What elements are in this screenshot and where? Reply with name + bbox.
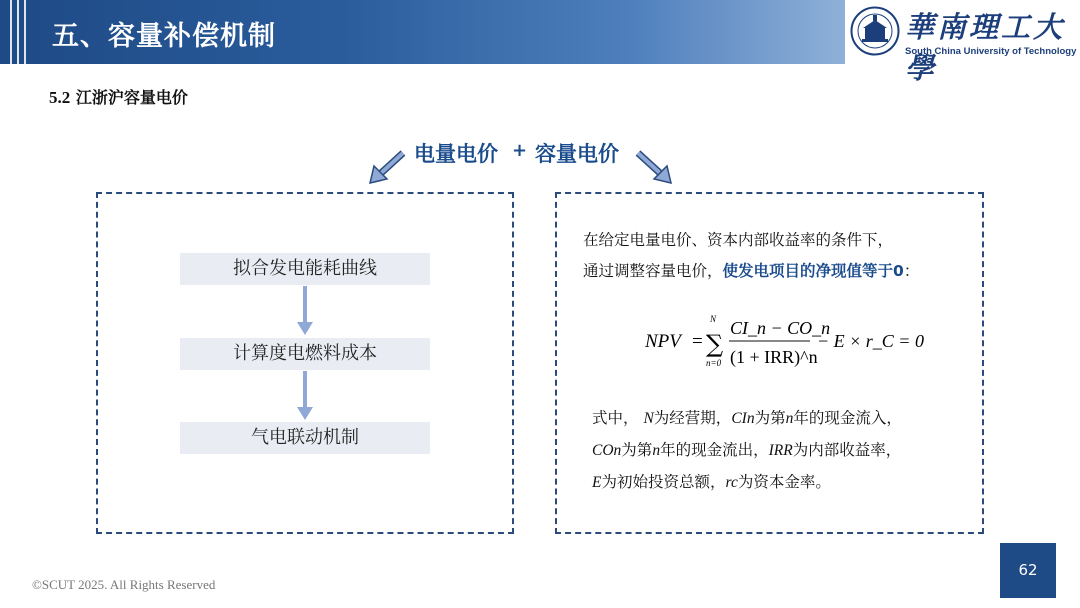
note-text: 年的现金流出， <box>660 441 769 459</box>
headline-energy-price: 电量电价 <box>414 142 498 166</box>
university-seal-icon <box>850 6 900 56</box>
arrow-down-icon <box>293 286 317 336</box>
note-variable: rc <box>725 474 738 491</box>
formula-sum-lower: n=0 <box>706 358 722 368</box>
university-logo <box>845 0 1080 85</box>
summation-icon: ∑ <box>706 330 724 358</box>
formula-sum-upper: N <box>710 314 717 324</box>
page-number: 62 <box>1000 543 1056 598</box>
description-line-2-end: ： <box>903 262 920 280</box>
description-line-2 <box>583 259 919 281</box>
note-text: 为初始投资总额， <box>601 473 726 491</box>
formula-equals: = <box>692 331 703 352</box>
title-bar <box>0 0 845 64</box>
arrow-down-right-icon <box>633 150 673 185</box>
flow-step-2: 计算度电燃料成本 <box>180 338 430 370</box>
headline-capacity-price: 容量电价 <box>535 142 619 166</box>
note-line-2 <box>592 438 901 460</box>
section-number: 5.2 <box>49 88 71 107</box>
note-text: 年的现金流入， <box>793 409 902 427</box>
arrow-down-icon <box>293 371 317 421</box>
formula-tail: − E × r_C = 0 <box>817 331 924 351</box>
note-variable: n <box>785 410 794 427</box>
arrow-down-left-icon <box>368 150 408 185</box>
note-variable: n <box>652 442 661 459</box>
flow-step-3: 气电联动机制 <box>180 422 430 454</box>
note-text: 为第 <box>754 409 786 427</box>
note-text: 为内部收益率， <box>792 441 902 459</box>
note-text: 为资本金率。 <box>737 473 831 491</box>
note-variable: N <box>643 410 654 427</box>
copyright-text: ©SCUT 2025. All Rights Reserved <box>32 577 216 592</box>
note-variable: E <box>592 474 602 491</box>
note-text: 为经营期， <box>653 409 732 427</box>
description-line-2-plain: 通过调整容量电价， <box>583 262 723 280</box>
formula-denominator: (1 + IRR)^n <box>730 347 818 367</box>
note-variable: COn <box>592 442 622 459</box>
note-line-3 <box>592 470 831 492</box>
note-variable: IRR <box>768 442 793 459</box>
note-text: 式中， <box>592 409 639 427</box>
headline-plus: + <box>512 140 528 161</box>
slide-title: 五、容量补偿机制 <box>52 21 276 52</box>
flow-step-1: 拟合发电能耗曲线 <box>180 253 430 285</box>
logo-chinese-name: 華南理工大學 <box>905 10 1066 85</box>
note-variable: CIn <box>731 410 755 427</box>
formula-lhs: NPV <box>645 331 681 352</box>
logo-english-name: South China University of Technology <box>905 46 1077 57</box>
decorative-stripes <box>6 0 36 64</box>
note-line-1 <box>592 406 902 428</box>
formula-numerator: CI_n − CO_n <box>730 318 831 338</box>
npv-formula <box>640 312 930 372</box>
section-heading <box>49 85 188 108</box>
note-text: 为第 <box>621 441 653 459</box>
description-line-1: 在给定电量电价、资本内部收益率的条件下， <box>583 231 894 249</box>
section-title: 江浙沪容量电价 <box>75 88 188 107</box>
description-highlight: 使发电项目的净现值等于0 <box>722 262 904 280</box>
